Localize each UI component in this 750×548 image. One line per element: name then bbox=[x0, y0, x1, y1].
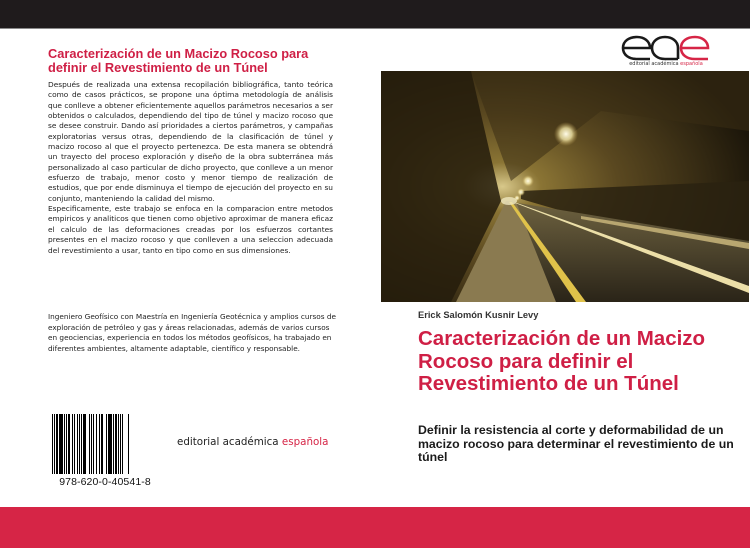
back-cover-blurb bbox=[48, 80, 333, 256]
bottom-band bbox=[0, 507, 750, 548]
top-band bbox=[0, 0, 750, 29]
back-cover-title: Caracterización de un Macizo Rocoso para definir el Revestimiento de un Túnel bbox=[48, 46, 309, 75]
barcode-icon bbox=[52, 414, 158, 474]
tunnel-photo bbox=[381, 71, 749, 302]
author-bio: Ingeniero Geofísico con Maestría en Ingeniería Geotécnica y amplios cursos de exploración de petróleo y gas y áreas relacionadas, además de varios cursos en geociencias, experiencia en todos los métodos geofísicos, ha trabajado en diferentes ambientes, altamente adaptable, científico y responsable. bbox=[48, 312, 336, 353]
logo-caption-main: editorial académica bbox=[629, 61, 681, 67]
front-cover-subtitle: Definir la resistencia al corte y deformabilidad de un macizo rocoso para determinar el revestimiento de un túnel bbox=[418, 423, 734, 464]
back-publisher-name bbox=[177, 436, 328, 448]
blurb-paragraph: Especificamente, este trabajo se enfoca en la comparacion entre metodos empiricos y analiticos que tienen como objetivo aproximar de manera eficaz el calculo de las deformaciones creadas por los esfuerzos cortantes presentes en el macizo rocoso y que conlleven a una seleccion adecuada del revestimiento a usar, tanto en tipo como en sus dimensiones. bbox=[48, 204, 333, 255]
logo-caption-accent: española bbox=[680, 61, 703, 67]
blurb-paragraph: Después de realizada una extensa recopilación bibliográfica, tanto teórica como de casos prácticos, se propone una óptima metodología de análisis que conlleve a obtener eficientemente aquellos parámetros necesarios a ser obtenidos o calculados, dependiendo del tipo de túnel y macizo rocoso que se desee construir. Dando así prioridades a ciertos parámetros, y campañas exploratorias versus otras, dependiendo de la clasificación de túnel y macizo rocoso al que el proyecto pertenezca. De esta manera se obtendrá un trayecto del proceso exploración y diseño de la obra subterránea más personalizado al caso particular de dicho proyecto, que conlleve a un menor esfuerzo de trabajo, menor costo y menor tiempo de realización de estudios, que por ende disminuya el tiempo de ejecución del proyecto en su conjunto, manteniendo la calidad del mismo. bbox=[48, 80, 333, 203]
publisher-name-main: editorial académica bbox=[177, 436, 282, 448]
author-name: Erick Salomón Kusnir Levy bbox=[418, 310, 539, 320]
isbn-number: 978-620-0-40541-8 bbox=[59, 476, 151, 488]
publisher-name-accent: española bbox=[281, 436, 329, 448]
front-cover-title: Caracterización de un Macizo Rocoso para definir el Revestimiento de un Túnel bbox=[418, 327, 706, 395]
barcode bbox=[52, 414, 158, 488]
logo-caption bbox=[620, 61, 712, 67]
